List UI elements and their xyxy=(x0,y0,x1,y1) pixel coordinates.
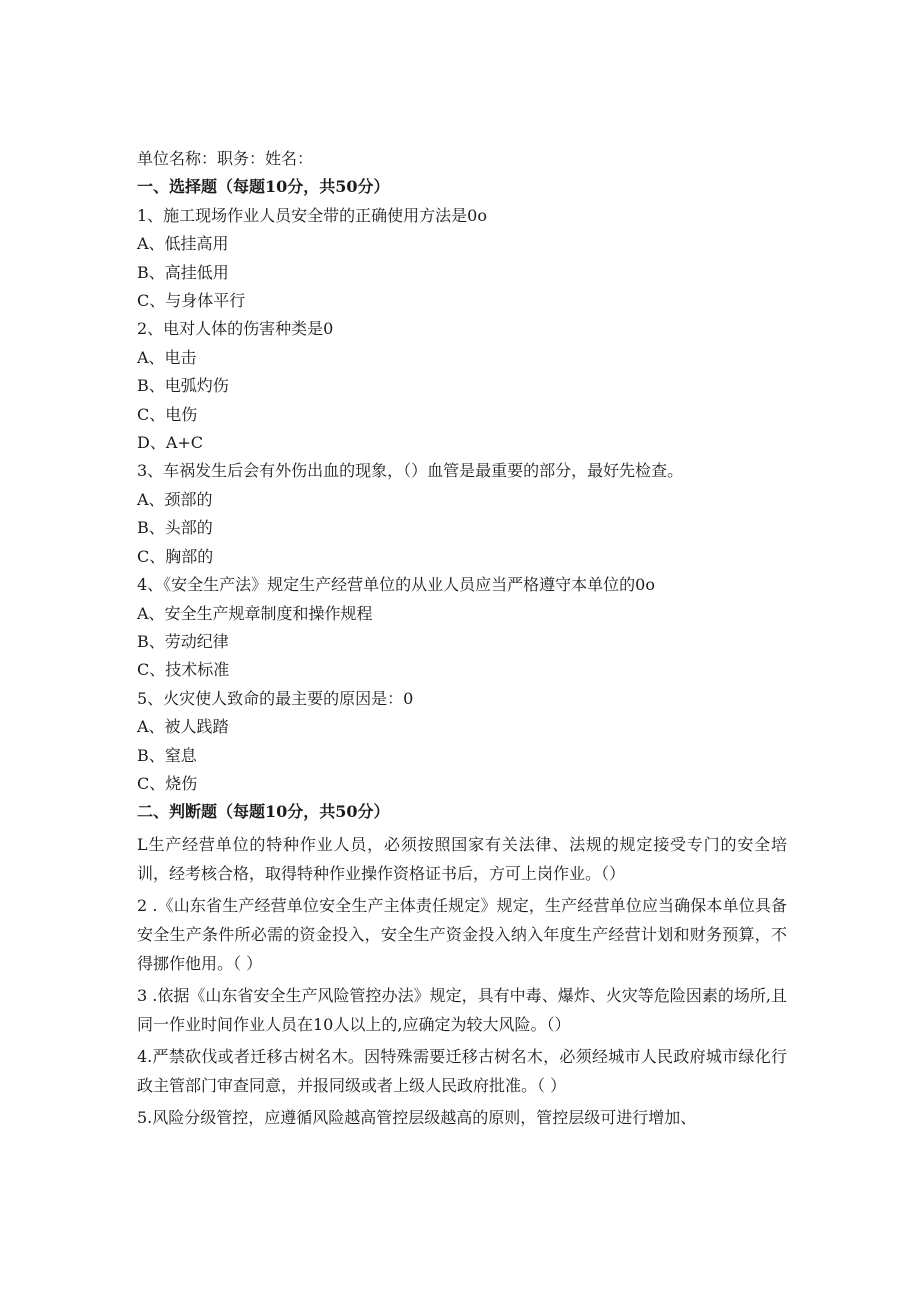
judgment-item-4: 4.严禁砍伐或者迁移古树名木。因特殊需要迁移古树名木，必须经城市人民政府城市绿化行政主管部门审查同意，并报同级或者上级人民政府批准。（ ） xyxy=(137,1046,787,1095)
question-3-option-b: B、头部的 xyxy=(137,518,213,538)
question-1-option-b: B、高挂低用 xyxy=(137,262,229,282)
section-2-title: 二、判断题（每题10分，共50分） xyxy=(137,802,390,822)
question-4-stem: 4、《安全生产法》规定生产经营单位的从业人员应当严格遵守本单位的0o xyxy=(137,575,655,595)
header-info-line: 单位名称：职务：姓名： xyxy=(137,149,314,168)
judgment-item-3: 3 .依据《山东省安全生产风险管控办法》规定，具有中毒、爆炸、火灾等危险因素的场所,且同一作业时间作业人员在10人以上的,应确定为较大风险。（） xyxy=(137,985,787,1034)
question-3-option-a: A、颈部的 xyxy=(137,489,213,509)
question-4 xyxy=(137,571,787,685)
section-1-title: 一、选择题（每题10分，共50分） xyxy=(137,177,390,197)
question-5-option-c: C、烧伤 xyxy=(137,773,198,793)
question-3-option-c: C、胸部的 xyxy=(137,546,214,566)
question-1 xyxy=(137,202,787,316)
question-2-stem: 2、电对人体的伤害种类是0 xyxy=(137,319,334,339)
question-2-option-d: D、A+C xyxy=(137,433,204,453)
question-4-option-b: B、劳动纪律 xyxy=(137,631,229,651)
question-3 xyxy=(137,457,787,571)
question-5-option-a: A、被人践踏 xyxy=(137,717,229,737)
question-1-option-a: A、低挂高用 xyxy=(137,234,229,254)
judgment-item-2: 2 .《山东省生产经营单位安全生产主体责任规定》规定，生产经营单位应当确保本单位具备安全生产条件所必需的资金投入，安全生产资金投入纳入年度生产经营计划和财务预算，不得挪作他用。（ ） xyxy=(137,895,787,973)
question-4-option-c: C、技术标准 xyxy=(137,660,230,680)
question-5 xyxy=(137,685,787,799)
question-2-option-b: B、电弧灼伤 xyxy=(137,376,229,396)
question-1-stem: 1、施工现场作业人员安全带的正确使用方法是0o xyxy=(137,205,487,225)
question-2-option-c: C、电伤 xyxy=(137,404,198,424)
judgment-item-1: L生产经营单位的特种作业人员，必须按照国家有关法律、法规的规定接受专门的安全培训，经考核合格，取得特种作业操作资格证书后，方可上岗作业。（） xyxy=(137,834,787,883)
question-3-stem: 3、车祸发生后会有外伤出血的现象，（）血管是最重要的部分，最好先检查。 xyxy=(137,461,684,481)
question-5-stem: 5、火灾使人致命的最主要的原因是：0 xyxy=(137,688,414,708)
question-2-option-a: A、电击 xyxy=(137,347,197,367)
question-2 xyxy=(137,315,787,457)
question-5-option-b: B、窒息 xyxy=(137,745,197,765)
judgment-item-5: 5.风险分级管控，应遵循风险越高管控层级越高的原则，管控层级可进行增加、 xyxy=(137,1107,697,1127)
question-4-option-a: A、安全生产规章制度和操作规程 xyxy=(137,603,373,623)
question-1-option-c: C、与身体平行 xyxy=(137,291,246,311)
exam-document xyxy=(137,145,787,1132)
